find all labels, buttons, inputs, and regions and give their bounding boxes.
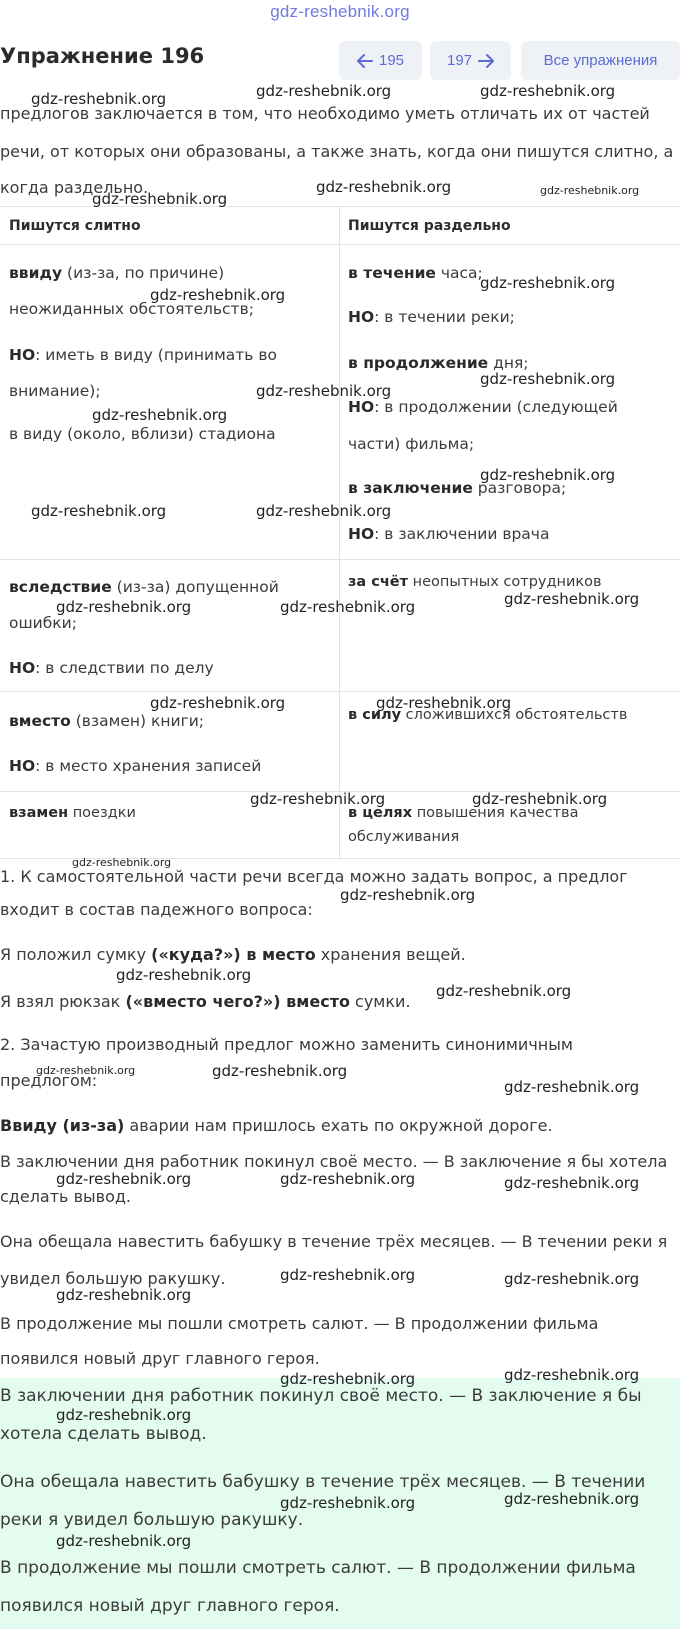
note-line: входит в состав падежного вопроса: bbox=[0, 900, 313, 919]
watermark: gdz-reshebnik.org bbox=[31, 502, 167, 520]
watermark: gdz-reshebnik.org bbox=[72, 856, 172, 869]
site-logo[interactable]: gdz-reshebnik.org bbox=[270, 2, 410, 21]
intro-line: когда раздельно. bbox=[0, 178, 149, 197]
answer-line: В продолжение мы пошли смотреть салют. — В продолжении фильма bbox=[0, 1558, 636, 1578]
arrow-left-icon bbox=[357, 54, 373, 68]
watermark: gdz-reshebnik.org bbox=[480, 274, 616, 292]
watermark: gdz-reshebnik.org bbox=[540, 184, 640, 197]
watermark: gdz-reshebnik.org bbox=[31, 90, 167, 108]
table-cell-line: в целях повышения качества bbox=[348, 805, 579, 821]
table-row-divider bbox=[0, 559, 680, 560]
table-cell-line: ввиду (из-за, по причине) bbox=[9, 264, 225, 282]
table-cell-line: в заключение разговора; bbox=[348, 479, 567, 497]
example-line: Я взял рюкзак («вместо чего?») вместо сумки. bbox=[0, 992, 411, 1011]
watermark: gdz-reshebnik.org bbox=[280, 1370, 416, 1388]
prepositions-table bbox=[0, 206, 680, 207]
watermark: gdz-reshebnik.org bbox=[280, 1266, 416, 1284]
table-cell-line: вместо (взамен) книги; bbox=[9, 712, 205, 730]
note-line: 1. К самостоятельной части речи всегда можно задать вопрос, а предлог bbox=[0, 867, 628, 886]
table-cell-line: НО: в заключении врача bbox=[348, 525, 550, 543]
watermark: gdz-reshebnik.org bbox=[56, 1532, 192, 1550]
table-row-divider bbox=[0, 858, 680, 859]
table-cell-line: НО: в следствии по делу bbox=[9, 659, 214, 677]
watermark: gdz-reshebnik.org bbox=[280, 1170, 416, 1188]
table-cell-line: взамен поездки bbox=[9, 805, 136, 821]
watermark: gdz-reshebnik.org bbox=[504, 590, 640, 608]
sentence-line: сделать вывод. bbox=[0, 1187, 131, 1206]
table-cell-line: в продолжение дня; bbox=[348, 354, 529, 372]
watermark: gdz-reshebnik.org bbox=[212, 1062, 348, 1080]
watermark: gdz-reshebnik.org bbox=[504, 1078, 640, 1096]
watermark: gdz-reshebnik.org bbox=[36, 1064, 136, 1077]
answer-block bbox=[0, 1378, 680, 1629]
answer-line: реки я увидел большую ракушку. bbox=[0, 1510, 304, 1530]
note-line: 2. Зачастую производный предлог можно заменить синонимичным bbox=[0, 1035, 573, 1054]
answer-line: В заключении дня работник покинул своё место. — В заключение я бы bbox=[0, 1386, 642, 1406]
table-cell-line: НО: в место хранения записей bbox=[9, 757, 262, 775]
table-column-divider bbox=[339, 206, 340, 859]
watermark: gdz-reshebnik.org bbox=[250, 790, 386, 808]
sentence-line: В заключении дня работник покинул своё место. — В заключение я бы хотела bbox=[0, 1152, 668, 1171]
watermark: gdz-reshebnik.org bbox=[150, 286, 286, 304]
watermark: gdz-reshebnik.org bbox=[280, 1494, 416, 1512]
watermark: gdz-reshebnik.org bbox=[256, 82, 392, 100]
answer-line: появился новый друг главного героя. bbox=[0, 1596, 340, 1616]
prev-exercise-label: 195 bbox=[378, 52, 405, 69]
watermark: gdz-reshebnik.org bbox=[150, 694, 286, 712]
sentence-line: увидел большую ракушку. bbox=[0, 1269, 226, 1288]
prev-exercise-button[interactable] bbox=[339, 41, 422, 80]
watermark: gdz-reshebnik.org bbox=[56, 598, 192, 616]
example-line: Я положил сумку («куда?») в место хранения вещей. bbox=[0, 945, 466, 964]
watermark: gdz-reshebnik.org bbox=[116, 966, 252, 984]
table-cell-line: НО: иметь в виду (принимать во bbox=[9, 346, 277, 364]
watermark: gdz-reshebnik.org bbox=[472, 790, 608, 808]
arrow-right-icon bbox=[478, 54, 494, 68]
table-cell-line: в течение часа; bbox=[348, 264, 483, 282]
table-cell-line: НО: в течении реки; bbox=[348, 308, 515, 326]
watermark: gdz-reshebnik.org bbox=[504, 1174, 640, 1192]
watermark: gdz-reshebnik.org bbox=[480, 466, 616, 484]
watermark: gdz-reshebnik.org bbox=[504, 1270, 640, 1288]
answer-line: Она обещала навестить бабушку в течение трёх месяцев. — В течении bbox=[0, 1472, 646, 1492]
watermark: gdz-reshebnik.org bbox=[92, 190, 228, 208]
note-line: предлогом: bbox=[0, 1071, 98, 1090]
table-cell-line: внимание); bbox=[9, 382, 101, 400]
sentence-line: Она обещала навестить бабушку в течение трёх месяцев. — В течении реки я bbox=[0, 1232, 668, 1251]
table-header-separate: Пишутся раздельно bbox=[348, 218, 511, 234]
page-title: Упражнение 196 bbox=[0, 44, 205, 68]
watermark: gdz-reshebnik.org bbox=[340, 886, 476, 904]
sentence-line: В продолжение мы пошли смотреть салют. — В продолжении фильма bbox=[0, 1314, 599, 1333]
table-cell-line: в виду (около, вблизи) стадиона bbox=[9, 425, 276, 443]
intro-line: речи, от которых они образованы, а также знать, когда они пишутся слитно, а bbox=[0, 142, 674, 161]
watermark: gdz-reshebnik.org bbox=[376, 694, 512, 712]
table-cell-line: части) фильма; bbox=[348, 435, 475, 453]
answer-line: хотела сделать вывод. bbox=[0, 1424, 207, 1444]
table-cell-line: обслуживания bbox=[348, 829, 460, 845]
table-cell-line: НО: в продолжении (следующей bbox=[348, 398, 618, 416]
watermark: gdz-reshebnik.org bbox=[280, 598, 416, 616]
table-row-divider bbox=[0, 691, 680, 692]
all-exercises-button[interactable] bbox=[521, 41, 680, 80]
table-cell-line: в силу сложившихся обстоятельств bbox=[348, 707, 628, 723]
example-line: Ввиду (из-за) аварии нам пришлось ехать по окружной дороге. bbox=[0, 1116, 553, 1135]
watermark: gdz-reshebnik.org bbox=[92, 406, 228, 424]
watermark: gdz-reshebnik.org bbox=[256, 502, 392, 520]
watermark: gdz-reshebnik.org bbox=[504, 1490, 640, 1508]
watermark: gdz-reshebnik.org bbox=[56, 1286, 192, 1304]
next-exercise-label: 197 bbox=[446, 52, 473, 69]
watermark: gdz-reshebnik.org bbox=[56, 1406, 192, 1424]
watermark: gdz-reshebnik.org bbox=[316, 178, 452, 196]
sentence-line: появился новый друг главного героя. bbox=[0, 1349, 320, 1368]
table-cell-line: за счёт неопытных сотрудников bbox=[348, 574, 602, 590]
table-cell-line: неожиданных обстоятельств; bbox=[9, 300, 254, 318]
watermark: gdz-reshebnik.org bbox=[56, 1170, 192, 1188]
watermark: gdz-reshebnik.org bbox=[256, 382, 392, 400]
table-header-joined: Пишутся слитно bbox=[9, 218, 141, 234]
watermark: gdz-reshebnik.org bbox=[436, 982, 572, 1000]
table-cell-line: вследствие (из-за) допущенной bbox=[9, 578, 279, 596]
all-exercises-label: Все упражнения bbox=[543, 52, 658, 69]
watermark: gdz-reshebnik.org bbox=[480, 370, 616, 388]
table-cell-line: ошибки; bbox=[9, 614, 77, 632]
intro-line: предлогов заключается в том, что необходимо уметь отличать их от частей bbox=[0, 104, 650, 123]
next-exercise-button[interactable] bbox=[430, 41, 511, 80]
watermark: gdz-reshebnik.org bbox=[480, 82, 616, 100]
watermark: gdz-reshebnik.org bbox=[504, 1366, 640, 1384]
table-row-divider bbox=[0, 791, 680, 792]
table-row-divider bbox=[0, 244, 680, 245]
